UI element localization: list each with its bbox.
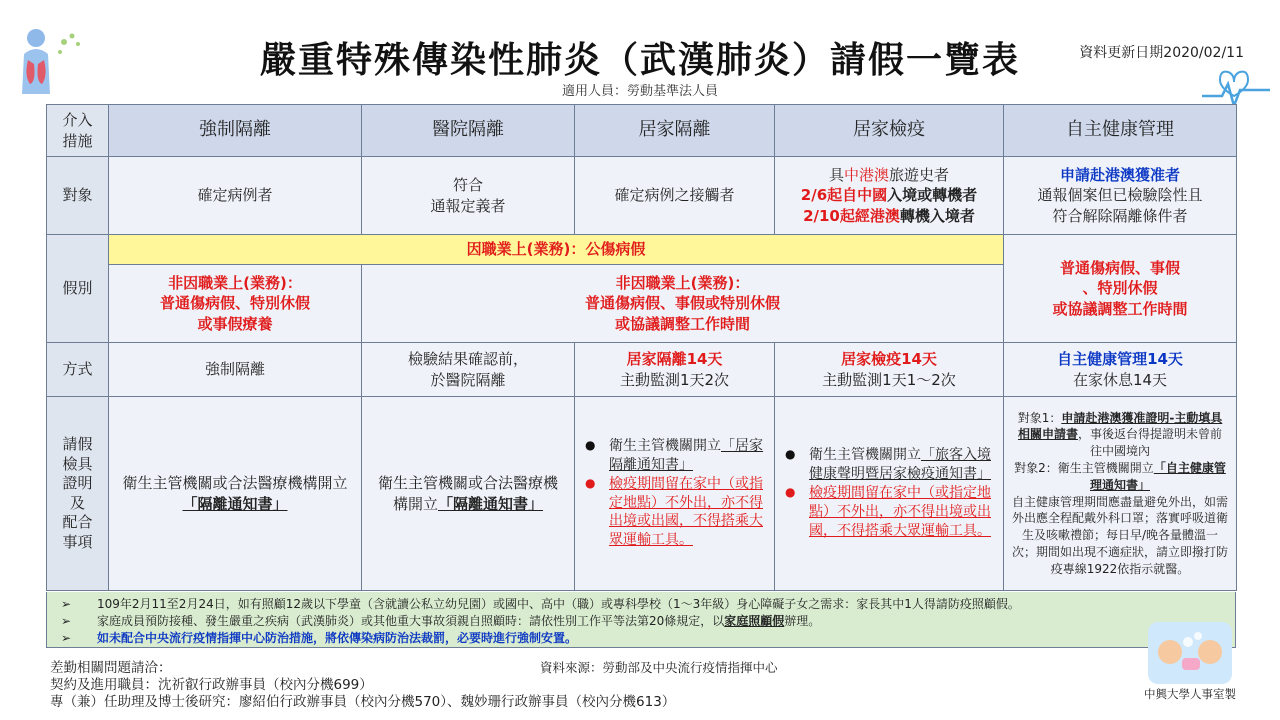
target-forced: 確定病例者	[109, 157, 362, 235]
method-hospital: 檢驗結果確認前， 於醫院隔離	[362, 343, 575, 397]
note-item: ➢ 如未配合中央流行疫情指揮中心防治措施，將依傳染病防治法裁罰，必要時進行強制安置。	[61, 631, 578, 645]
document-self-mgmt: 對象1：申請赴港澳獲准證明-主動填具相關申請書，事後返台得提證明未曾前往中國境內 對象2：衛生主管機關開立「自主健康管理通知書」 自主健康管理期間應盡量避免外出，如需外出應全程配戴外科口罩；落實呼吸道衛生及咳嗽禮節；每日早/晚各量體溫一次；期間如出現不適症狀，請立即撥打防疫專線1922依指示就醫。	[1004, 397, 1237, 591]
col-header-self-mgmt: 自主健康管理	[1004, 105, 1237, 157]
leave-self-mgmt: 普通傷病假、事假 、特別休假 或協議調整工作時間	[1004, 235, 1237, 343]
corner-label: 介入 措施	[47, 105, 109, 157]
table-row-method	[47, 343, 1237, 397]
row-label-document: 請假 檢具 證明 及 配合 事項	[47, 397, 109, 591]
document-forced: 衛生主管機關或合法醫療機構開立「隔離通知書」	[109, 397, 362, 591]
target-self-mgmt: 申請赴港澳獲准者 通報個案但已檢驗陰性且 符合解除隔離條件者	[1004, 157, 1237, 235]
method-self-mgmt: 自主健康管理14天 在家休息14天	[1004, 343, 1237, 397]
table-row-leave-type-a	[47, 235, 1237, 265]
method-home-isolation: 居家隔離14天 主動監測1天2次	[575, 343, 775, 397]
leave-table	[46, 104, 1237, 591]
contact-info: 差勤相關問題請洽： 契約及進用職員：沈祈叡行政辦事員（校內分機699） 專（兼）任助理及博士後研究：廖紹伯行政辦事員（校內分機570）、魏妙珊行政辦事員（校內分機613）	[50, 660, 676, 710]
row-label-target: 對象	[47, 157, 109, 235]
method-quarantine: 居家檢疫14天 主動監測1天1～2次	[775, 343, 1004, 397]
table-row-document	[47, 397, 1237, 591]
row-label-method: 方式	[47, 343, 109, 397]
made-by-label: 中興大學人事室製	[1144, 687, 1236, 701]
list-item: ● 檢疫期間留在家中（或指定地點）不外出，亦不得出境或出國，不得搭乘大眾運輸工具。	[779, 484, 999, 541]
list-item: ● 衛生主管機關開立「旅客入境健康聲明暨居家檢疫通知書」	[779, 446, 999, 484]
handwashing-illustration	[1148, 622, 1232, 684]
table-row-target	[47, 157, 1237, 235]
data-source: 資料來源：勞動部及中央流行疫情指揮中心	[540, 660, 778, 675]
notes-box	[46, 592, 1236, 648]
col-header-forced: 強制隔離	[109, 105, 362, 157]
page-subtitle: 適用人員：勞動基準法人員	[561, 84, 718, 99]
target-home-isolation: 確定病例之接觸者	[575, 157, 775, 235]
target-quarantine: 具中港澳旅遊史者 2/6起自中國入境或轉機者 2/10起經港澳轉機入境者	[775, 157, 1004, 235]
target-hospital: 符合 通報定義者	[362, 157, 575, 235]
note-item: ➢ 家庭成員預防接種、發生嚴重之疾病（武漢肺炎）或其他重大事故須親自照顧時：請依性別工作平等法第20條規定，以家庭照顧假辦理。	[61, 614, 821, 628]
leave-work-related: 因職業上(業務)：公傷病假	[109, 235, 1004, 265]
row-label-leave-type: 假別	[47, 235, 109, 343]
leave-non-work-other: 非因職業上(業務)： 普通傷病假、事假或特別休假 或協議調整工作時間	[362, 265, 1004, 343]
note-item: ➢ 109年2月11至2月24日，如有照顧12歲以下學童（含就讀公私立幼兒園）或國中、高中（職）或專科學校（1～3年級）身心障礙子女之需求：家長其中1人得請防疫照顧假。	[61, 597, 1020, 611]
leave-non-work-forced: 非因職業上(業務)： 普通傷病假、特別休假 或事假療養	[109, 265, 362, 343]
col-header-hospital: 醫院隔離	[362, 105, 575, 157]
col-header-quarantine: 居家檢疫	[775, 105, 1004, 157]
document-hospital: 衛生主管機關或合法醫療機構開立「隔離通知書」	[362, 397, 575, 591]
col-header-home-isolation: 居家隔離	[575, 105, 775, 157]
update-date: 資料更新日期2020/02/11	[1079, 45, 1244, 61]
list-item: ● 衛生主管機關開立「居家隔離通知書」	[579, 437, 770, 475]
table-header-row	[47, 105, 1237, 157]
list-item: ● 檢疫期間留在家中（或指定地點）不外出，亦不得出境或出國，不得搭乘大眾運輸工具。	[579, 475, 770, 551]
document-home-isolation	[575, 397, 775, 591]
document-quarantine	[775, 397, 1004, 591]
page-title: 嚴重特殊傳染性肺炎（武漢肺炎）請假一覽表	[259, 40, 1020, 81]
method-forced: 強制隔離	[109, 343, 362, 397]
